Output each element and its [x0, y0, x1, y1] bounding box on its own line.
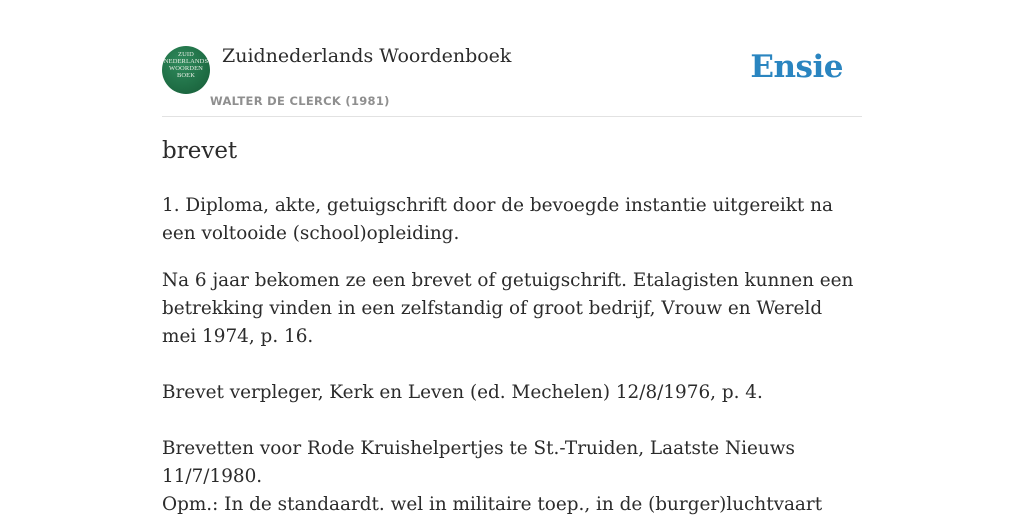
logo-line: BOEK [176, 72, 196, 79]
page [162, 0, 862, 515]
dictionary-title-link[interactable]: Zuidnederlands Woordenboek [222, 45, 512, 67]
entry-example: Brevetten voor Rode Kruishelpertjes te St.-Truiden, Laatste Nieuws 11/7/1980. [162, 438, 795, 487]
entry-headword: brevet [162, 138, 238, 164]
dictionary-header [162, 0, 862, 117]
logo-line: NEDERLANDS [163, 58, 209, 65]
entry-note: Opm.: In de standaardt. wel in militaire toep., in de (burger)luchtvaart [162, 494, 823, 515]
entry-example: Brevet verpleger, Kerk en Leven (ed. Mechelen) 12/8/1976, p. 4. [162, 382, 763, 403]
logo-text [162, 51, 210, 79]
dictionary-logo[interactable] [162, 46, 210, 94]
logo-line: ZUID [178, 51, 194, 58]
entry-definition: 1. Diploma, akte, getuigschrift door de bevoegde instantie uitgereikt na een voltooide (school)opleiding. [162, 195, 833, 244]
dictionary-author: WALTER DE CLERCK (1981) [210, 94, 390, 108]
logo-line: WOORDEN [169, 65, 203, 72]
ensie-brand-link[interactable]: Ensie [750, 49, 843, 85]
entry-example: Na 6 jaar bekomen ze een brevet of getuigschrift. Etalagisten kunnen een betrekking vinden in een zelfstandig of groot bedrijf, Vrouw en Wereld mei 1974, p. 16. [162, 270, 854, 347]
